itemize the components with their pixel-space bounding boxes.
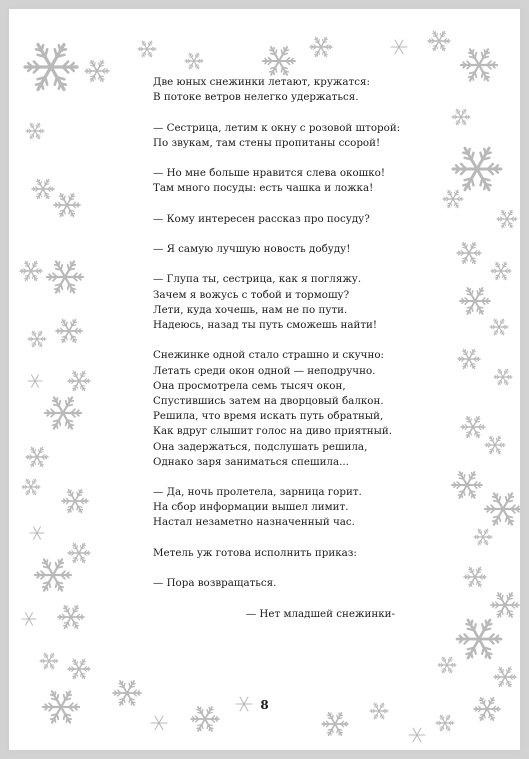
stanza-gap bbox=[153, 333, 423, 348]
stanza-gap bbox=[153, 197, 423, 212]
snowflake-icon bbox=[443, 190, 463, 207]
stanza-gap bbox=[153, 591, 423, 606]
poem-line: На сбор информации вышел лимит. bbox=[153, 501, 349, 514]
snowflake-icon bbox=[497, 210, 517, 227]
snowflake-icon bbox=[22, 479, 40, 495]
snowflake-icon bbox=[58, 606, 84, 629]
snowflake-icon bbox=[494, 668, 516, 687]
snowflake-icon bbox=[26, 448, 48, 467]
snowflake-icon bbox=[85, 61, 109, 82]
snowflake-icon bbox=[263, 47, 295, 75]
stanza-gap bbox=[153, 227, 423, 242]
poem-line: — Да, ночь пролетела, зарница горит. bbox=[153, 486, 362, 499]
snowflake-icon bbox=[452, 472, 482, 498]
poem-line: Она задержаться, подслушать решила, bbox=[153, 440, 368, 453]
poem-line: Летать среди окон одной — неподручно. bbox=[153, 364, 376, 377]
snowflake-icon bbox=[458, 350, 480, 369]
snowflake-icon bbox=[474, 529, 492, 545]
snowflake-icon bbox=[54, 194, 80, 217]
poem-line: Там много посуды: есть чашка и ложка! bbox=[153, 182, 374, 195]
snowflake-icon bbox=[409, 728, 425, 742]
snowflake-icon bbox=[457, 243, 481, 264]
snowflake-icon bbox=[28, 331, 46, 347]
poem-line: — Глупа ты, сестрица, как я погляжу. bbox=[153, 273, 362, 286]
snowflake-icon bbox=[453, 148, 501, 190]
poem-line: Надеюсь, назад ты путь сможешь найти! bbox=[153, 319, 378, 331]
poem-line: Решила, что время искать путь обратный, bbox=[153, 410, 384, 423]
poem-line: — Кому интересен рассказ про посуду? bbox=[153, 212, 370, 225]
book-page bbox=[9, 9, 520, 750]
closing-line: — Нет младшей снежинки- bbox=[245, 607, 395, 620]
snowflake-icon bbox=[464, 568, 486, 587]
snowflake-icon bbox=[310, 38, 332, 57]
snowflake-icon bbox=[485, 436, 505, 453]
snowflake-icon bbox=[436, 715, 454, 731]
poem-line: Как вдруг слышит голос на диво приятный. bbox=[153, 425, 393, 438]
poem-line: По звукам, там стены пропитаны ссорой! bbox=[153, 136, 381, 149]
snowflake-icon bbox=[62, 490, 88, 513]
snowflake-icon bbox=[68, 372, 90, 391]
snowflake-icon bbox=[428, 32, 450, 51]
snowflake-icon bbox=[185, 53, 203, 69]
snowflake-icon bbox=[26, 123, 44, 139]
snowflake-icon bbox=[457, 620, 501, 658]
poem-line: — Но мне больше нравится слева окошко! bbox=[153, 167, 386, 180]
poem-line: Метель уж готова исполнить приказ: bbox=[153, 546, 357, 559]
snowflake-icon bbox=[485, 493, 520, 524]
snowflake-icon bbox=[28, 375, 42, 387]
stanza-gap bbox=[153, 105, 423, 120]
snowflake-icon bbox=[460, 288, 490, 314]
stanza-gap bbox=[153, 470, 423, 485]
stanza-gap bbox=[153, 561, 423, 576]
poem-line: Снежинке одной стало страшно и скучно: bbox=[153, 349, 385, 362]
snowflake-icon bbox=[494, 369, 512, 385]
snowflake-icon bbox=[461, 417, 485, 438]
snowflake-icon bbox=[40, 653, 58, 669]
snowflake-icon bbox=[151, 716, 167, 730]
snowflake-icon bbox=[35, 559, 71, 590]
snowflake-icon bbox=[47, 261, 83, 292]
snowflake-icon bbox=[32, 180, 54, 199]
snowflake-icon bbox=[438, 657, 456, 673]
poem-line: — Я самую лучшую новость добуду! bbox=[153, 243, 351, 256]
snowflake-icon bbox=[138, 41, 156, 57]
snowflake-icon bbox=[45, 397, 81, 428]
snowflake-icon bbox=[491, 593, 519, 617]
snowflake-icon bbox=[452, 109, 470, 125]
snowflake-icon bbox=[22, 613, 36, 625]
poem-line: Две юных снежинки летают, кружатся: bbox=[153, 76, 370, 88]
snowflake-icon bbox=[30, 527, 44, 539]
stanza-gap bbox=[153, 151, 423, 166]
snowflake-icon bbox=[461, 49, 497, 80]
poem-line: — Сестрица, летим к окну с розовой шторой: bbox=[153, 121, 401, 134]
snowflake-icon bbox=[68, 660, 90, 679]
poem-line: Спустившись затем на дворцовый балкон. bbox=[153, 394, 384, 407]
snowflake-icon bbox=[68, 544, 90, 563]
snowflake-icon bbox=[490, 319, 508, 335]
snowflake-icon bbox=[391, 40, 407, 54]
poem-line: — Пора возвращаться. bbox=[153, 577, 277, 590]
snowflake-icon bbox=[25, 45, 77, 90]
poem-line: Настал незаметно назначенный час. bbox=[153, 516, 355, 529]
poem-line: Однако заря заниматься спешила... bbox=[153, 455, 349, 468]
snowflake-icon bbox=[322, 713, 348, 736]
poem-line: Она просмотрела семь тысяч окон, bbox=[153, 379, 346, 392]
poem-line: В потоке ветров нелегко удержаться. bbox=[153, 91, 359, 104]
poem-text bbox=[153, 75, 423, 622]
page-number: 8 bbox=[260, 698, 269, 712]
snowflake-icon bbox=[20, 262, 42, 281]
snowflake-icon bbox=[491, 262, 511, 279]
stanza-gap bbox=[153, 531, 423, 546]
poem-line: Зачем я вожусь с тобой и тормошу? bbox=[153, 288, 350, 301]
stanza-gap bbox=[153, 257, 423, 272]
poem-line: Лети, куда хочешь, нам не по пути. bbox=[153, 303, 348, 316]
snowflake-icon bbox=[56, 320, 82, 343]
